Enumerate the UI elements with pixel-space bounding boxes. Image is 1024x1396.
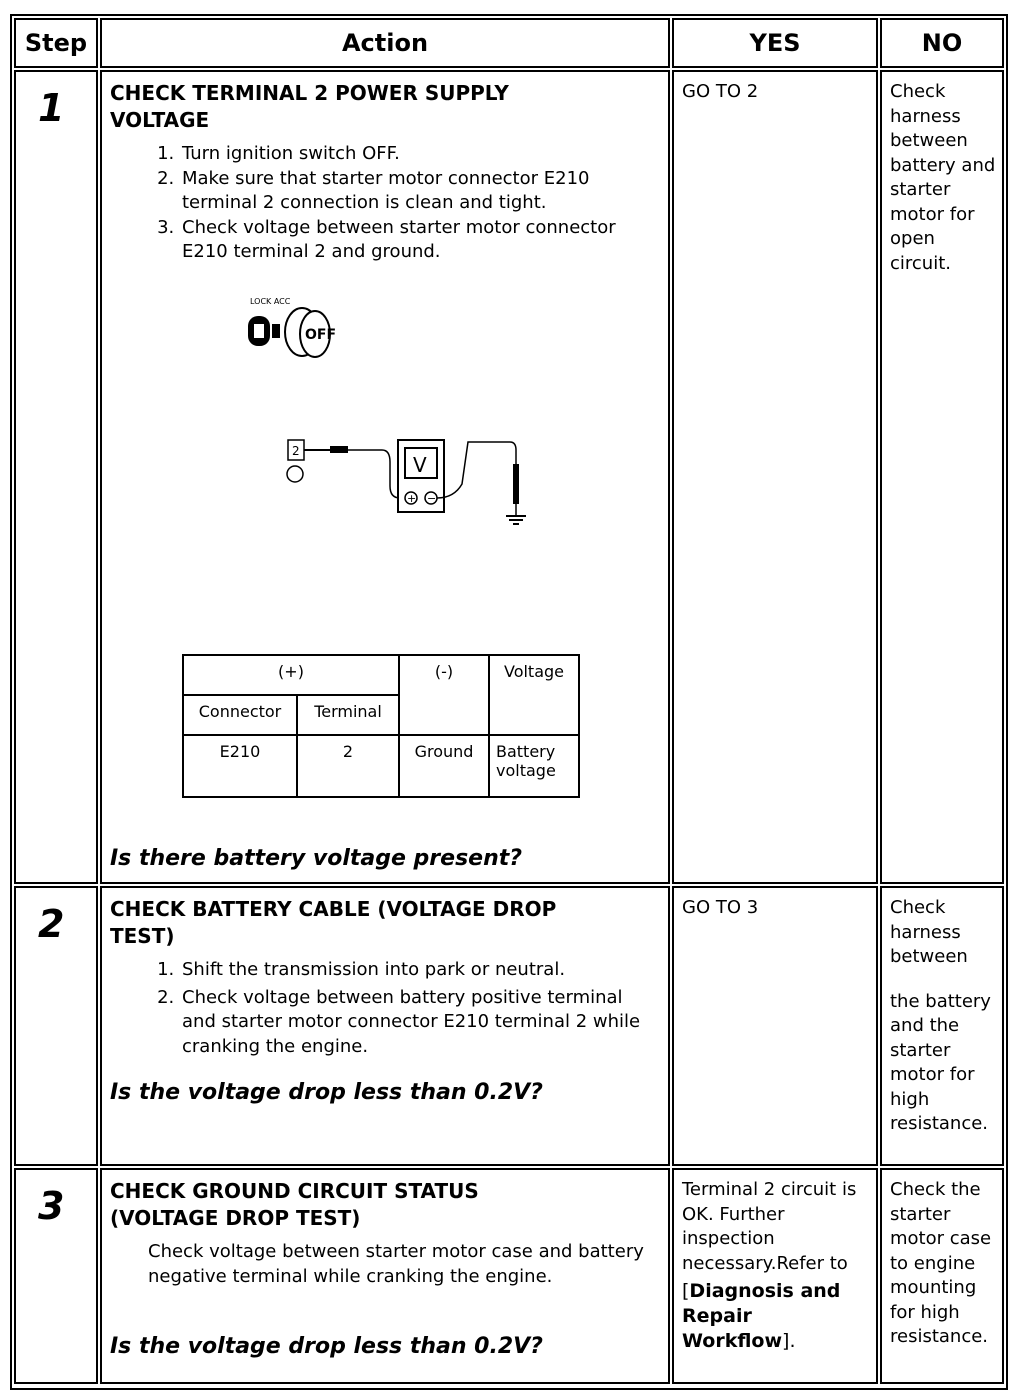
step-title-line1: CHECK BATTERY CABLE (VOLTAGE DROP xyxy=(110,897,557,921)
workflow-reference: [Diagnosis and Repair Workflow]. xyxy=(682,1280,841,1352)
no-result-part2: the battery and the starter motor for high resistance. xyxy=(890,990,991,1134)
plus-terminal-label: + xyxy=(407,492,417,505)
step-title xyxy=(110,1178,660,1232)
connector-icon xyxy=(287,466,303,482)
workflow-link[interactable]: Diagnosis and Repair Workflow xyxy=(682,1280,841,1352)
step-1-no xyxy=(880,70,1004,884)
step-2-action xyxy=(100,886,670,1166)
step-title-line1: CHECK GROUND CIRCUIT STATUS xyxy=(110,1179,479,1203)
voltmeter-circuit-illustration xyxy=(282,434,532,534)
spec-voltage-header: Voltage xyxy=(489,655,579,735)
terminal-label: 2 xyxy=(292,444,300,458)
step-title-line1: CHECK TERMINAL 2 POWER SUPPLY xyxy=(110,81,509,105)
step-1-cell xyxy=(14,70,98,884)
list-item: 1. Shift the transmission into park or neutral. xyxy=(180,958,660,983)
no-result-part1: Check harness between xyxy=(890,897,968,967)
ground-probe-icon xyxy=(513,464,519,504)
step-title xyxy=(110,896,660,950)
step-paragraph: Check voltage between starter motor case and battery negative terminal while cranking the engine. xyxy=(148,1241,644,1287)
meter-label: V xyxy=(413,453,427,477)
step-3-action xyxy=(100,1168,670,1384)
step-2-yes xyxy=(672,886,878,1166)
spec-plus-header: (+) xyxy=(183,655,399,695)
step-3-no xyxy=(880,1168,1004,1384)
switch-position-label: LOCK ACC xyxy=(250,297,291,306)
list-item: 2. Make sure that starter motor connector E210 terminal 2 connection is clean and tight. xyxy=(180,167,660,216)
step-title-line2: (VOLTAGE DROP TEST) xyxy=(110,1206,361,1230)
header-step: Step xyxy=(14,18,98,68)
step-number: 3 xyxy=(38,1184,65,1228)
step-title-line2: TEST) xyxy=(110,924,175,948)
step-question: Is the voltage drop less than 0.2V? xyxy=(110,1080,543,1105)
spec-table xyxy=(182,654,580,798)
ignition-switch-illustration xyxy=(242,294,352,364)
spec-connector-value: E210 xyxy=(183,735,297,797)
step-3-cell xyxy=(14,1168,98,1384)
step-1-yes xyxy=(672,70,878,884)
yes-result: GO TO 2 xyxy=(682,81,759,102)
step-question: Is the voltage drop less than 0.2V? xyxy=(110,1334,543,1359)
step-2-no xyxy=(880,886,1004,1166)
minus-terminal-label: − xyxy=(427,492,437,505)
switch-off-label: OFF xyxy=(305,327,337,343)
spec-ground-value: Ground xyxy=(399,735,489,797)
instruction-list xyxy=(110,142,660,265)
spec-connector-header: Connector xyxy=(183,695,297,735)
step-1-action xyxy=(100,70,670,884)
spec-voltage-value: Battery voltage xyxy=(489,735,579,797)
yes-result: Terminal 2 circuit is OK. Further inspection necessary.Refer to xyxy=(682,1179,857,1274)
step-title-line2: VOLTAGE xyxy=(110,108,210,132)
header-yes: YES xyxy=(672,18,878,68)
step-number: 1 xyxy=(38,86,65,130)
step-2-cell xyxy=(14,886,98,1166)
spec-terminal-header: Terminal xyxy=(297,695,399,735)
step-question: Is there battery voltage present? xyxy=(110,846,523,871)
list-item: 1. Turn ignition switch OFF. xyxy=(180,142,660,167)
list-item: 3. Check voltage between starter motor connector E210 terminal 2 and ground. xyxy=(180,216,660,265)
step-title xyxy=(110,80,660,134)
probe-icon xyxy=(330,446,348,453)
spec-terminal-value: 2 xyxy=(297,735,399,797)
instruction-list xyxy=(110,958,660,1059)
yes-result: GO TO 3 xyxy=(682,897,759,918)
no-result: Check harness between battery and starter motor for open circuit. xyxy=(890,81,996,274)
header-no: NO xyxy=(880,18,1004,68)
header-action: Action xyxy=(100,18,670,68)
step-3-yes xyxy=(672,1168,878,1384)
no-result: Check the starter motor case to engine mounting for high resistance. xyxy=(890,1179,992,1347)
step-number: 2 xyxy=(38,902,65,946)
spec-minus-header: (-) xyxy=(399,655,489,735)
list-item: 2. Check voltage between battery positive terminal and starter motor connector E210 terminal 2 while cranking the engine. xyxy=(180,986,660,1060)
